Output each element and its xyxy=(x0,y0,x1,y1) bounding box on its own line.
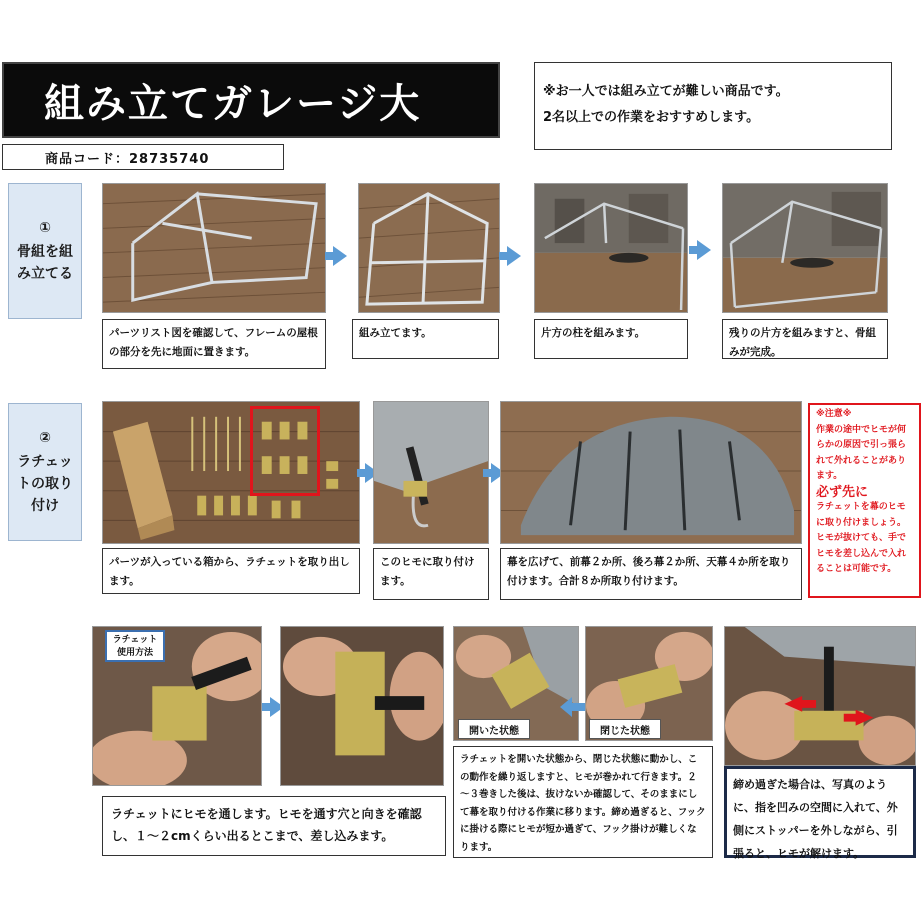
usage-tag-line-1: ラチェット xyxy=(112,635,158,645)
open-state-label: 開いた状態 xyxy=(458,719,530,739)
step1-caption-2: 組み立てます。 xyxy=(352,319,499,359)
warning-body-3: ヒモが抜けても、手でヒモを差し込んで入れることは可能です。 xyxy=(816,533,907,574)
highlight-ratchets-frame xyxy=(250,406,320,496)
photo-release-stopper xyxy=(724,626,916,766)
photo-frame-parts-on-deck xyxy=(102,183,326,313)
photo-strap-inserted-closeup xyxy=(280,626,444,786)
notice-line-1: ※お一人では組み立てが難しい商品です。 xyxy=(543,84,789,99)
step3-caption-3: 締め過ぎた場合は、写真のように、指を凹みの空間に入れて、外側にストッパーを外しながら、引張ると、ヒモが解けます。 xyxy=(724,766,916,858)
arrow-right-icon xyxy=(507,246,521,266)
arrow-right-icon xyxy=(333,246,347,266)
step1-label-line-2: み立てる xyxy=(17,266,73,282)
arrow-right-icon xyxy=(697,240,711,260)
page-title: 組み立てガレージ大 xyxy=(2,62,500,138)
photo-roof-frame-assembled xyxy=(358,183,500,313)
notice-box xyxy=(534,62,892,150)
warning-box xyxy=(808,403,921,598)
warning-emphasis: 必ず先に xyxy=(816,484,869,500)
photo-strap-with-ratchet xyxy=(373,401,489,544)
step3-caption-2: ラチェットを開いた状態から、閉じた状態に動かし、この動作を繰り返しますと、ヒモが巻かれて行きます。２～３巻きした後は、抜けないか確認して、そのままにして幕を取り付ける作業に移ります。締め過ぎると、フックに掛ける際にヒモが短か過ぎて、フック掛けが難しくなります。 xyxy=(453,746,713,858)
warning-head: ※注意※ xyxy=(816,409,852,419)
step2-label-line-3: 付け xyxy=(31,498,59,514)
notice-line-2: 2名以上での作業をおすすめします。 xyxy=(543,110,760,125)
step1-caption-1: パーツリスト図を確認して、フレームの屋根の部分を先に地面に置きます。 xyxy=(102,319,326,369)
photo-parts-box-ratchets xyxy=(102,401,360,544)
step2-caption-1: パーツが入っている箱から、ラチェットを取り出します。 xyxy=(102,548,360,594)
photo-tarp-spread xyxy=(500,401,802,544)
photo-frame-complete xyxy=(722,183,888,313)
step2-number: ② xyxy=(39,430,51,446)
step2-label xyxy=(8,403,82,541)
step3-caption-1: ラチェットにヒモを通します。ヒモを通す穴と向きを確認し、１～２cmくらい出るとこまで、差し込みます。 xyxy=(102,796,446,856)
warning-body-2: ラチェットを幕のヒモに取り付けましょう。 xyxy=(816,502,907,528)
step2-label-line-2: トの取り xyxy=(17,476,73,492)
photo-one-side-posts xyxy=(534,183,688,313)
product-code: 商品コード：28735740 xyxy=(2,144,284,170)
ratchet-usage-tag xyxy=(105,630,165,662)
step1-label-line-1: 骨組を組 xyxy=(17,244,73,260)
step1-caption-3: 片方の柱を組みます。 xyxy=(534,319,688,359)
step2-caption-3: 幕を広げて、前幕２か所、後ろ幕２か所、天幕４か所を取り付けます。合計８か所取り付けます。 xyxy=(500,548,802,600)
step1-caption-4: 残りの片方を組みますと、骨組みが完成。 xyxy=(722,319,888,359)
step2-label-line-1: ラチェッ xyxy=(17,454,73,470)
step1-number: ① xyxy=(39,220,51,236)
closed-state-label: 閉じた状態 xyxy=(589,719,661,739)
step1-label xyxy=(8,183,82,319)
usage-tag-line-2: 使用方法 xyxy=(116,648,153,658)
warning-body-1: 作業の途中でヒモが何らかの原因で引っ張られて外れることがあります。 xyxy=(816,424,907,481)
step2-caption-2: このヒモに取り付けます。 xyxy=(373,548,489,600)
